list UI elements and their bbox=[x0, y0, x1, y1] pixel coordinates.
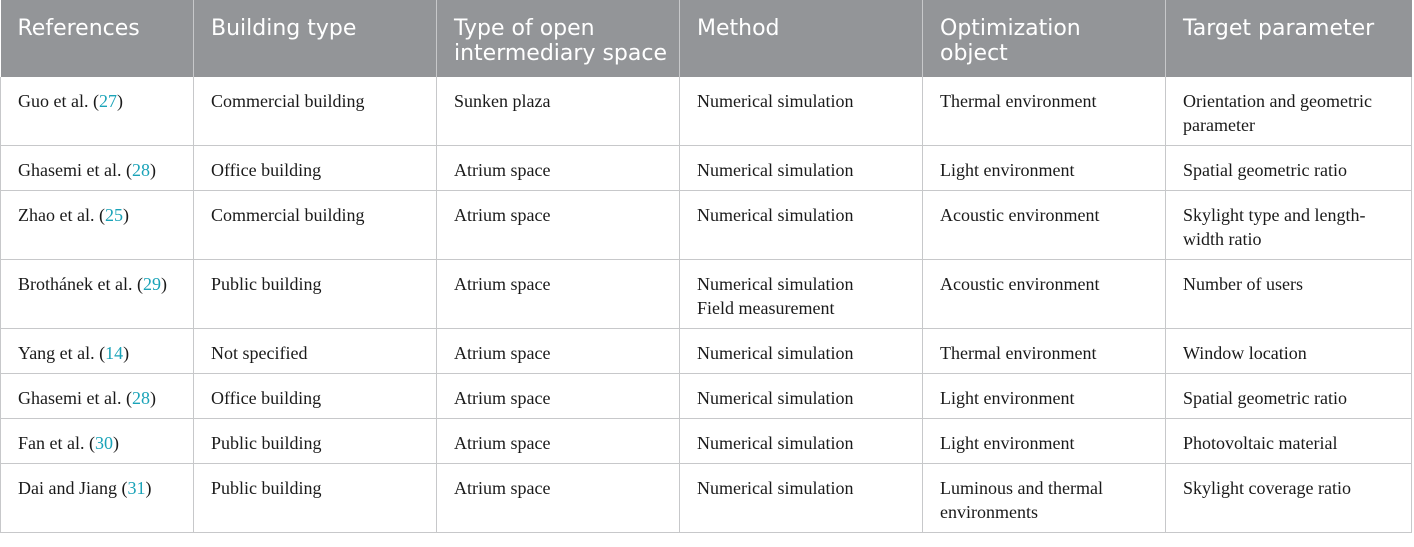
cell-space-type: Sunken plaza bbox=[437, 77, 680, 146]
header-building-type: Building type bbox=[194, 0, 437, 77]
cell-optimization-object: Thermal environment bbox=[923, 329, 1166, 374]
method-line: Numerical simulation bbox=[697, 433, 854, 453]
method-line: Numerical simulation bbox=[697, 274, 854, 294]
header-target-parameter: Target parameter bbox=[1166, 0, 1412, 77]
reference-author: Yang et al. bbox=[18, 343, 95, 363]
method-line: Numerical simulation bbox=[697, 388, 854, 408]
table-row bbox=[1, 419, 1412, 464]
cell-method bbox=[680, 374, 923, 419]
cell-method bbox=[680, 191, 923, 260]
cell-space-type: Atrium space bbox=[437, 374, 680, 419]
table-row bbox=[1, 260, 1412, 329]
cell-space-type: Atrium space bbox=[437, 146, 680, 191]
header-optimization-object: Optimization object bbox=[923, 0, 1166, 77]
cell-building-type: Office building bbox=[194, 146, 437, 191]
citation-link[interactable]: 27 bbox=[98, 91, 117, 111]
cell-reference: Fan et al. (30) bbox=[1, 419, 194, 464]
cell-space-type: Atrium space bbox=[437, 464, 680, 533]
citation-link[interactable]: 14 bbox=[105, 343, 124, 363]
table-row bbox=[1, 191, 1412, 260]
cell-method bbox=[680, 329, 923, 374]
cell-building-type: Not specified bbox=[194, 329, 437, 374]
cell-reference: Brothánek et al. (29) bbox=[1, 260, 194, 329]
cell-building-type: Office building bbox=[194, 374, 437, 419]
cell-reference: Ghasemi et al. (28) bbox=[1, 146, 194, 191]
cell-optimization-object: Light environment bbox=[923, 374, 1166, 419]
cell-target-parameter: Window location bbox=[1166, 329, 1412, 374]
cell-reference: Ghasemi et al. (28) bbox=[1, 374, 194, 419]
cell-optimization-object: Thermal environment bbox=[923, 77, 1166, 146]
header-references: References bbox=[1, 0, 194, 77]
cell-reference: Yang et al. (14) bbox=[1, 329, 194, 374]
table-body bbox=[1, 77, 1412, 533]
cell-building-type: Public building bbox=[194, 419, 437, 464]
cell-space-type: Atrium space bbox=[437, 260, 680, 329]
citation-link[interactable]: 30 bbox=[94, 433, 113, 453]
table-row bbox=[1, 77, 1412, 146]
cell-method bbox=[680, 464, 923, 533]
cell-target-parameter: Skylight type and length-width ratio bbox=[1166, 191, 1412, 260]
cell-reference: Zhao et al. (25) bbox=[1, 191, 194, 260]
method-line: Numerical simulation bbox=[697, 91, 854, 111]
cell-building-type: Commercial building bbox=[194, 191, 437, 260]
cell-target-parameter: Spatial geometric ratio bbox=[1166, 374, 1412, 419]
method-line: Numerical simulation bbox=[697, 205, 854, 225]
citation-link[interactable]: 28 bbox=[131, 388, 150, 408]
cell-reference: Dai and Jiang (31) bbox=[1, 464, 194, 533]
cell-target-parameter: Photovoltaic material bbox=[1166, 419, 1412, 464]
cell-building-type: Commercial building bbox=[194, 77, 437, 146]
cell-target-parameter: Number of users bbox=[1166, 260, 1412, 329]
citation-link[interactable]: 31 bbox=[127, 478, 146, 498]
cell-optimization-object: Acoustic environment bbox=[923, 260, 1166, 329]
cell-optimization-object: Light environment bbox=[923, 419, 1166, 464]
method-line: Numerical simulation bbox=[697, 343, 854, 363]
header-row bbox=[1, 0, 1412, 77]
table-row bbox=[1, 374, 1412, 419]
cell-space-type: Atrium space bbox=[437, 191, 680, 260]
header-space-type: Type of open intermediary space bbox=[437, 0, 680, 77]
citation-link[interactable]: 25 bbox=[104, 205, 123, 225]
cell-target-parameter: Skylight coverage ratio bbox=[1166, 464, 1412, 533]
cell-space-type: Atrium space bbox=[437, 419, 680, 464]
method-line: Numerical simulation bbox=[697, 160, 854, 180]
cell-building-type: Public building bbox=[194, 464, 437, 533]
cell-target-parameter: Orientation and geometric parameter bbox=[1166, 77, 1412, 146]
reference-author: Ghasemi et al. bbox=[18, 160, 122, 180]
header-method: Method bbox=[680, 0, 923, 77]
cell-building-type: Public building bbox=[194, 260, 437, 329]
table-row bbox=[1, 146, 1412, 191]
cell-method bbox=[680, 146, 923, 191]
cell-optimization-object: Luminous and thermal environments bbox=[923, 464, 1166, 533]
cell-target-parameter: Spatial geometric ratio bbox=[1166, 146, 1412, 191]
method-line: Field measurement bbox=[697, 298, 835, 318]
cell-optimization-object: Light environment bbox=[923, 146, 1166, 191]
cell-reference: Guo et al. (27) bbox=[1, 77, 194, 146]
cell-method bbox=[680, 260, 923, 329]
table-row bbox=[1, 329, 1412, 374]
cell-method bbox=[680, 419, 923, 464]
cell-space-type: Atrium space bbox=[437, 329, 680, 374]
citation-link[interactable]: 29 bbox=[142, 274, 161, 294]
reference-author: Fan et al. bbox=[18, 433, 85, 453]
method-line: Numerical simulation bbox=[697, 478, 854, 498]
reference-author: Dai and Jiang bbox=[18, 478, 117, 498]
table-row bbox=[1, 464, 1412, 533]
reference-author: Ghasemi et al. bbox=[18, 388, 122, 408]
reference-author: Brothánek et al. bbox=[18, 274, 133, 294]
citation-link[interactable]: 28 bbox=[131, 160, 150, 180]
cell-optimization-object: Acoustic environment bbox=[923, 191, 1166, 260]
cell-method bbox=[680, 77, 923, 146]
reference-author: Zhao et al. bbox=[18, 205, 95, 225]
reference-author: Guo et al. bbox=[18, 91, 89, 111]
